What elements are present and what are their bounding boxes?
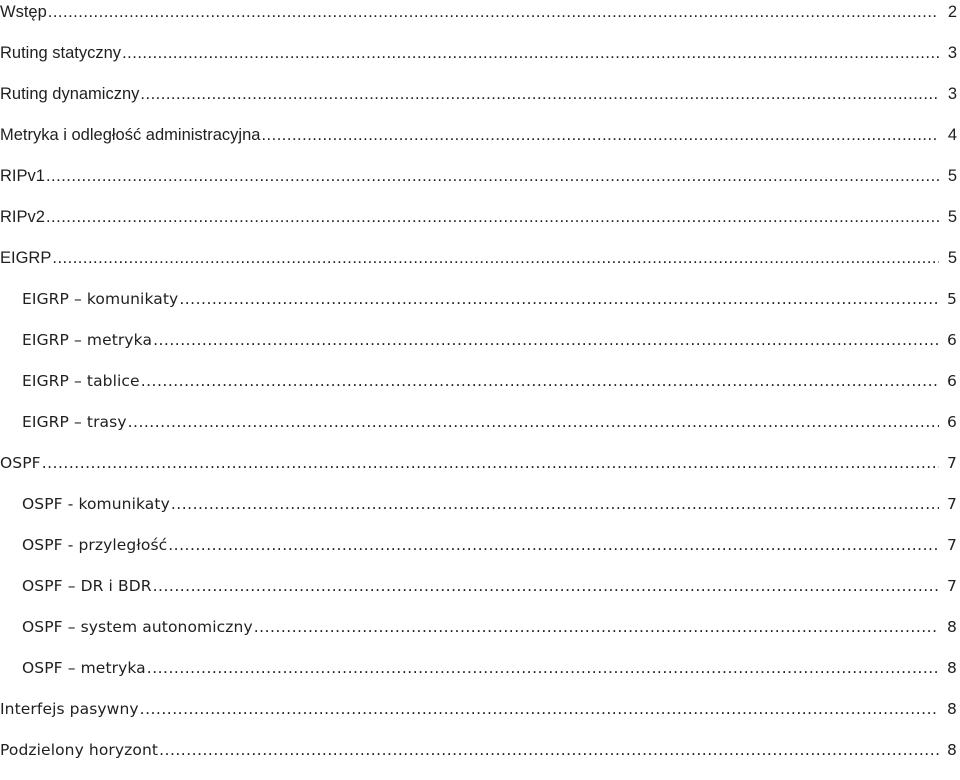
toc-entry-page: 7	[947, 454, 957, 472]
toc-entry-page: 6	[947, 413, 957, 431]
toc-entry-ruting-dynamiczny[interactable]	[0, 82, 960, 114]
toc-entry-page: 6	[947, 331, 957, 349]
toc-entry-title: OSPF – DR i BDR	[22, 577, 152, 595]
toc-entry-title: EIGRP – komunikaty	[22, 290, 179, 308]
toc-entry-ospf-system-autonomiczny[interactable]	[0, 615, 960, 647]
toc-dot-leader	[168, 533, 939, 557]
toc-entry-title: OSPF - komunikaty	[22, 495, 170, 513]
toc-entry-title: OSPF – system autonomiczny	[22, 618, 253, 636]
toc-entry-page: 8	[947, 741, 957, 759]
toc-entry-interfejs-pasywny[interactable]	[0, 697, 960, 729]
toc-entry-podzielony-horyzont[interactable]	[0, 738, 960, 770]
toc-entry-title: EIGRP – tablice	[22, 372, 140, 390]
toc-dot-leader	[140, 697, 939, 721]
toc-entry-page: 5	[947, 290, 957, 308]
toc-entry-page: 3	[947, 44, 957, 62]
toc-entry-title: Interfejs pasywny	[0, 700, 139, 718]
toc-dot-leader	[128, 410, 939, 434]
toc-dot-leader	[179, 287, 939, 311]
toc-dot-leader	[261, 123, 939, 147]
toc-entry-eigrp-metryka[interactable]	[0, 328, 960, 360]
toc-entry-title: OSPF - przyległość	[22, 536, 168, 554]
toc-dot-leader	[140, 82, 939, 106]
toc-dot-leader	[171, 492, 939, 516]
toc-entry-eigrp-trasy[interactable]	[0, 410, 960, 442]
toc-dot-leader	[42, 451, 939, 475]
toc-entry-title: Podzielony horyzont	[0, 741, 159, 759]
toc-entry-page: 2	[947, 3, 957, 21]
toc-entry-page: 8	[947, 618, 957, 636]
toc-dot-leader	[147, 656, 939, 680]
toc-entry-page: 8	[947, 700, 957, 718]
toc-entry-page: 7	[947, 495, 957, 513]
toc-dot-leader	[122, 41, 939, 65]
toc-entry-title: Ruting dynamiczny	[0, 85, 140, 103]
toc-entry-metryka[interactable]	[0, 123, 960, 155]
toc-entry-ospf-metryka[interactable]	[0, 656, 960, 688]
toc-entry-page: 7	[947, 536, 957, 554]
toc-dot-leader	[48, 0, 939, 24]
toc-entry-page: 4	[947, 126, 957, 144]
toc-entry-title: RIPv1	[0, 167, 45, 185]
toc-entry-page: 5	[947, 167, 957, 185]
toc-entry-page: 5	[947, 249, 957, 267]
toc-entry-title: EIGRP	[0, 249, 52, 267]
toc-entry-title: OSPF – metryka	[22, 659, 146, 677]
toc-entry-ospf-komunikaty[interactable]	[0, 492, 960, 524]
toc-entry-ospf-dr-bdr[interactable]	[0, 574, 960, 606]
toc-dot-leader	[153, 328, 939, 352]
toc-entry-eigrp[interactable]	[0, 246, 960, 278]
toc-dot-leader	[46, 164, 939, 188]
toc-entry-title: Ruting statyczny	[0, 44, 122, 62]
toc-entry-page: 8	[947, 659, 957, 677]
toc-dot-leader	[254, 615, 939, 639]
toc-dot-leader	[52, 246, 939, 270]
toc-entry-title: EIGRP – metryka	[22, 331, 153, 349]
toc-entry-ospf-przyleglosc[interactable]	[0, 533, 960, 565]
toc-entry-ospf[interactable]	[0, 451, 960, 483]
toc-entry-title: Wstęp	[0, 3, 47, 21]
toc-entry-page: 3	[947, 85, 957, 103]
toc-entry-title: EIGRP – trasy	[22, 413, 127, 431]
toc-entry-wstep[interactable]	[0, 0, 960, 32]
toc-entry-ripv1[interactable]	[0, 164, 960, 196]
toc-dot-leader	[159, 738, 939, 762]
toc-entry-title: OSPF	[0, 454, 41, 472]
toc-entry-page: 6	[947, 372, 957, 390]
toc-entry-ripv2[interactable]	[0, 205, 960, 237]
toc-entry-ruting-statyczny[interactable]	[0, 41, 960, 73]
toc-entry-eigrp-komunikaty[interactable]	[0, 287, 960, 319]
toc-dot-leader	[153, 574, 939, 598]
toc-entry-eigrp-tablice[interactable]	[0, 369, 960, 401]
toc-entry-page: 5	[947, 208, 957, 226]
toc-entry-page: 7	[947, 577, 957, 595]
toc-entry-title: Metryka i odległość administracyjna	[0, 126, 261, 144]
toc-entry-title: RIPv2	[0, 208, 45, 226]
toc-dot-leader	[46, 205, 939, 229]
toc-dot-leader	[141, 369, 939, 393]
